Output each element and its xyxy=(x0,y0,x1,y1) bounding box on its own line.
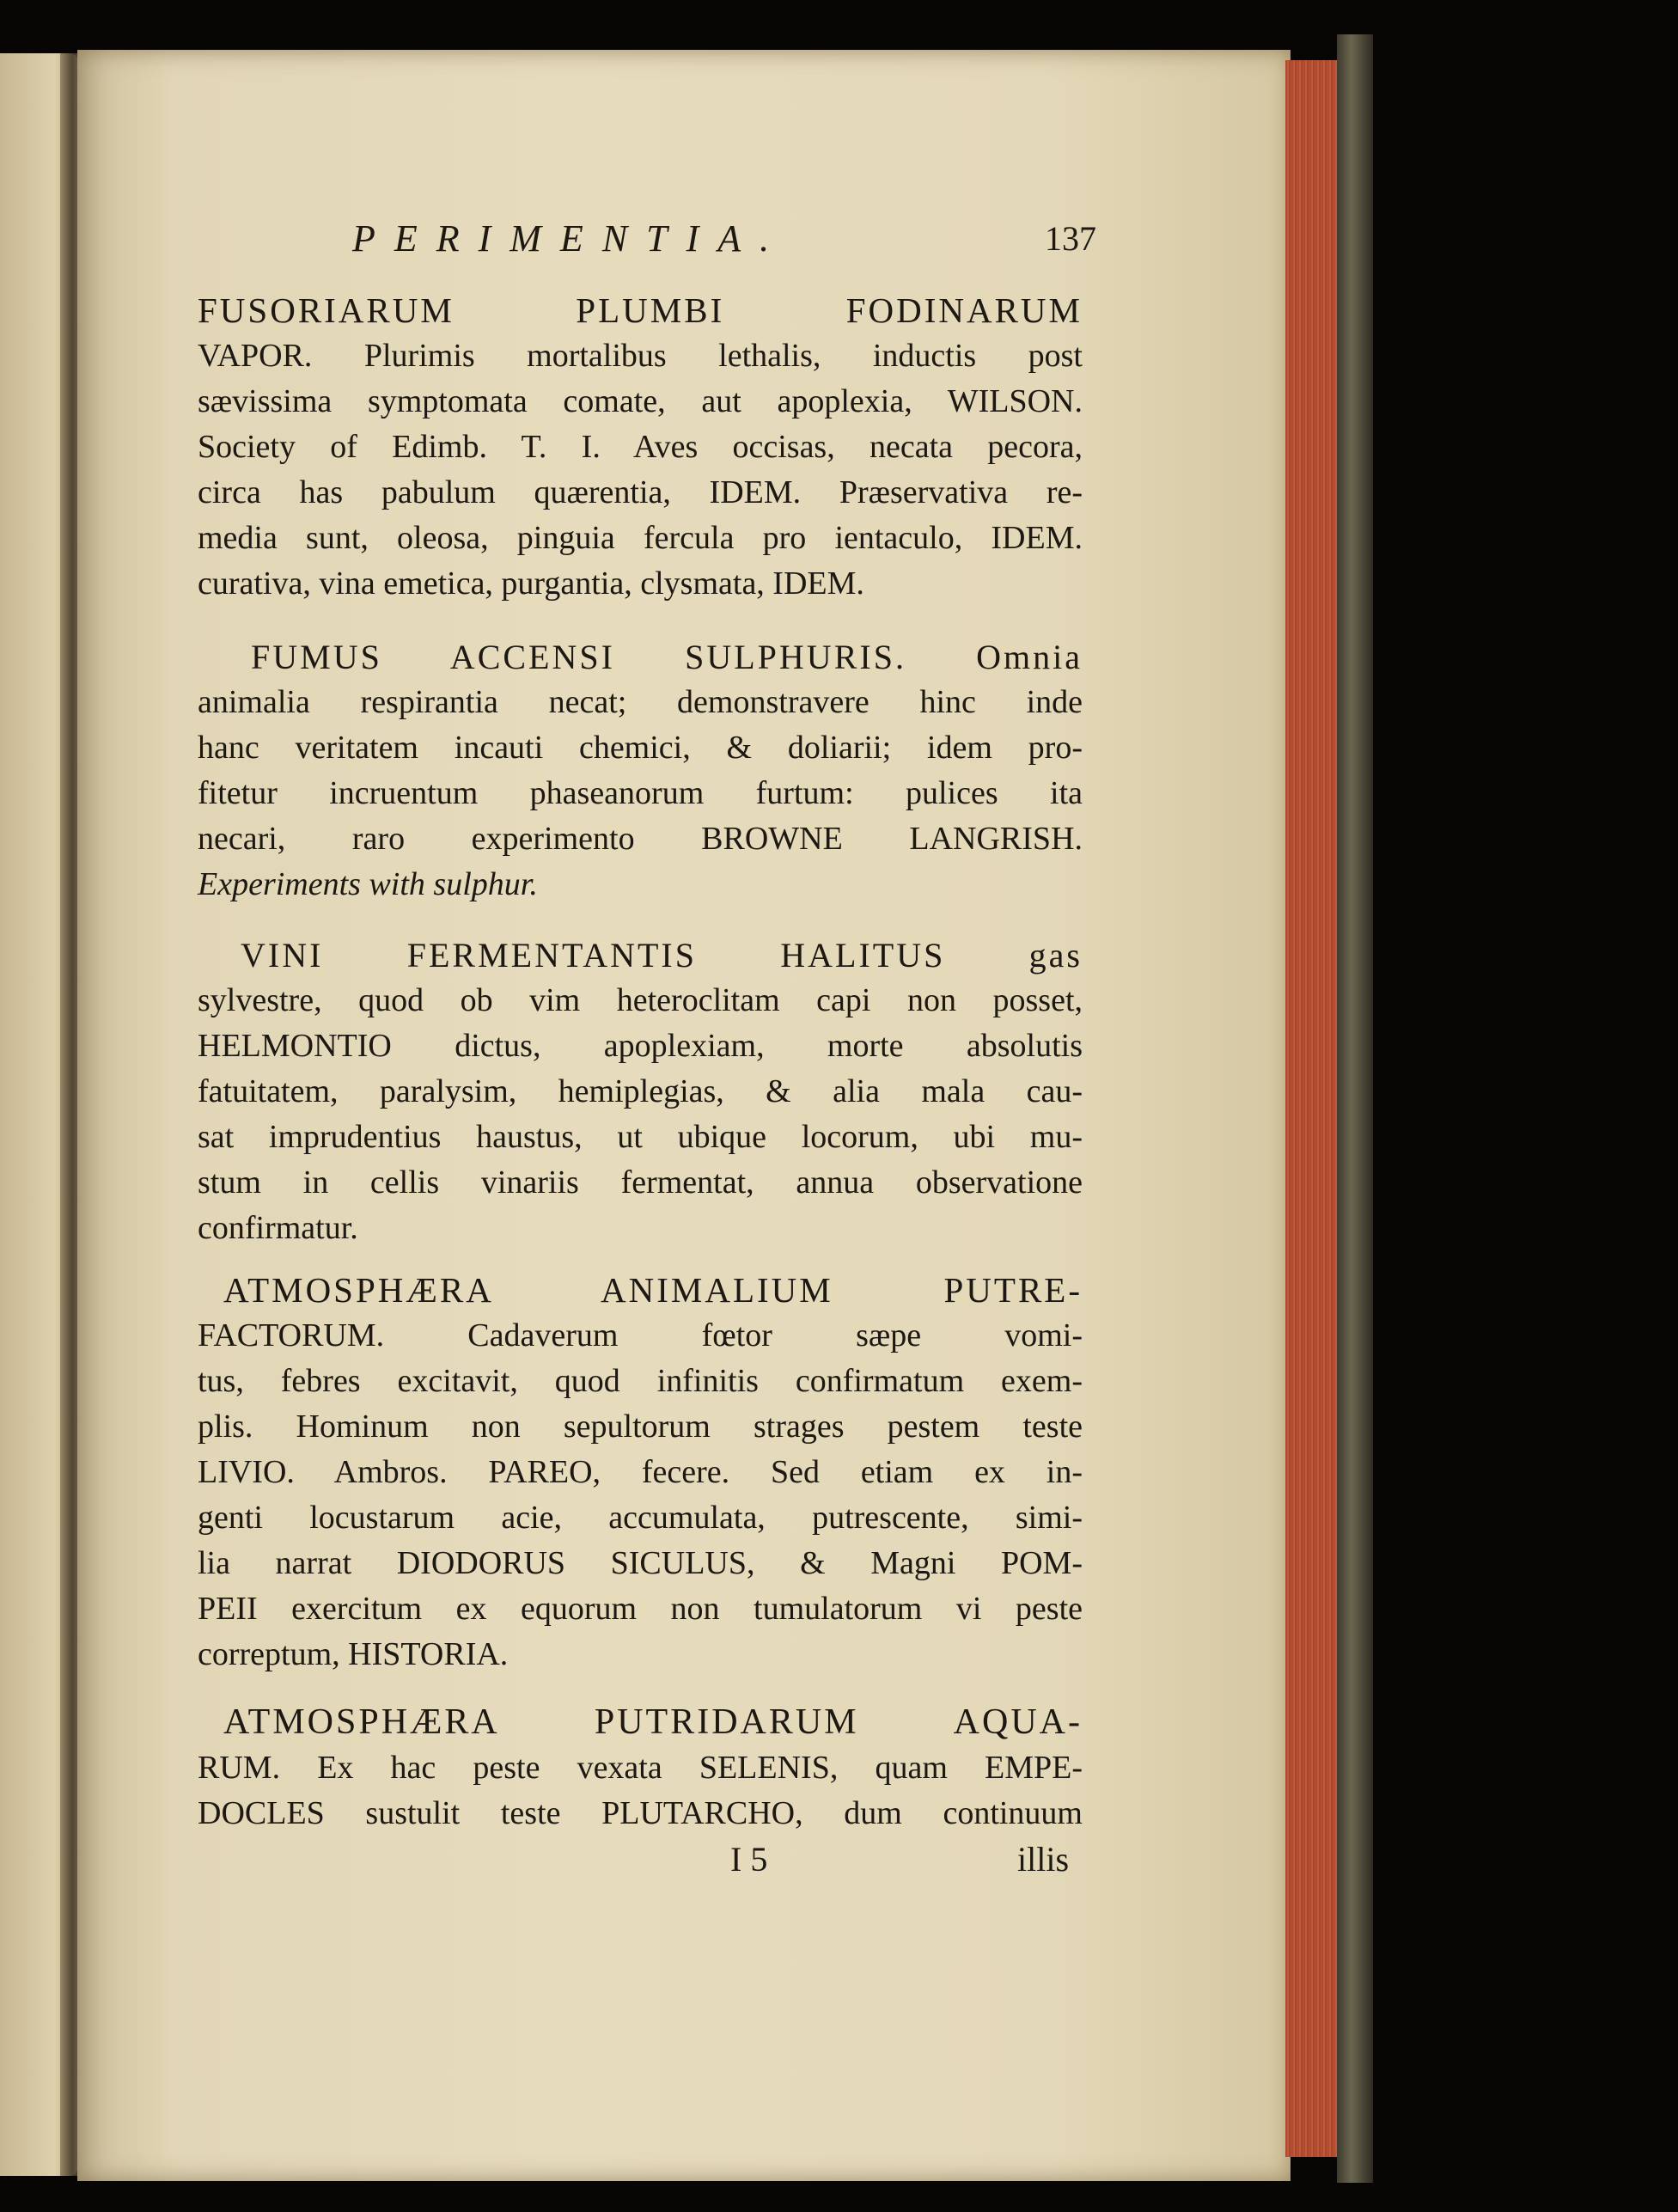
text-line: ATMOSPHÆRA ANIMALIUM PUTRE- xyxy=(223,1270,1083,1310)
text-line: ATMOSPHÆRA PUTRIDARUM AQUA- xyxy=(223,1702,1083,1742)
text-line: media sunt, oleosa, pinguia fercula pro ientaculo, IDEM. xyxy=(198,520,1083,556)
paragraph-5 xyxy=(198,1700,1083,1836)
text-line: confirmatur. xyxy=(198,1210,358,1246)
text-line: fatuitatem, paralysim, hemiplegias, & alia mala cau- xyxy=(198,1073,1083,1109)
text-line: hanc veritatem incauti chemici, & doliarii; idem pro- xyxy=(198,730,1083,766)
text-line: DOCLES sustulit teste PLUTARCHO, dum continuum xyxy=(198,1795,1083,1831)
text-line: FUSORIARUM PLUMBI FODINARUM xyxy=(198,290,1083,330)
text-line: necari, raro experimento BROWNE LANGRISH. xyxy=(198,821,1083,857)
text-line: FACTORUM. Cadaverum fœtor sæpe vomi- xyxy=(198,1317,1083,1353)
text-line: Society of Edimb. T. I. Aves occisas, necata pecora, xyxy=(198,429,1083,465)
text-line: curativa, vina emetica, purgantia, clysmata, IDEM. xyxy=(198,565,864,602)
text-line: FUMUS ACCENSI SULPHURIS. Omnia xyxy=(251,638,1083,676)
running-title: PERIMENTIA. xyxy=(352,217,789,260)
text-line: sævissima symptomata comate, aut apoplexia, WILSON. xyxy=(198,383,1083,419)
text-line: Experiments with sulphur. xyxy=(198,866,538,902)
text-line: tus, febres excitavit, quod infinitis confirmatum exem- xyxy=(198,1363,1083,1399)
paragraph-4 xyxy=(198,1268,1083,1677)
text-line: VAPOR. Plurimis mortalibus lethalis, inductis post xyxy=(198,338,1083,374)
text-line: genti locustarum acie, accumulata, putrescente, simi- xyxy=(198,1500,1083,1536)
running-head xyxy=(0,217,1678,268)
text-line: stum in cellis vinariis fermentat, annua observatione xyxy=(198,1164,1083,1201)
text-line: plis. Hominum non sepultorum strages pestem teste xyxy=(198,1408,1083,1445)
text-line: LIVIO. Ambros. PAREO, fecere. Sed etiam ex in- xyxy=(198,1454,1083,1490)
text-line: VINI FERMENTANTIS HALITUS gas xyxy=(241,936,1083,975)
paragraph-3 xyxy=(198,932,1083,1251)
paragraph-2 xyxy=(198,634,1083,907)
text-line: correptum, HISTORIA. xyxy=(198,1636,509,1672)
page-footer xyxy=(0,1839,1678,1891)
text-line: lia narrat DIODORUS SICULUS, & Magni POM- xyxy=(198,1545,1083,1581)
text-line: fitetur incruentum phaseanorum furtum: pulices ita xyxy=(198,775,1083,811)
text-line: HELMONTIO dictus, apoplexiam, morte absolutis xyxy=(198,1028,1083,1064)
text-line: animalia respirantia necat; demonstravere hinc inde xyxy=(198,684,1083,720)
paragraph-1 xyxy=(198,288,1083,607)
text-line: sat imprudentius haustus, ut ubique locorum, ubi mu- xyxy=(198,1119,1083,1155)
signature-mark: I 5 xyxy=(730,1840,768,1879)
text-line: sylvestre, quod ob vim heteroclitam capi non posset, xyxy=(198,982,1083,1018)
page-number: 137 xyxy=(1045,219,1096,258)
catchword: illis xyxy=(1017,1840,1070,1879)
text-line: circa has pabulum quærentia, IDEM. Præservativa re- xyxy=(198,474,1083,510)
text-line: RUM. Ex hac peste vexata SELENIS, quam EMPE- xyxy=(198,1750,1083,1786)
text-line: PEII exercitum ex equorum non tumulatorum vi peste xyxy=(198,1591,1083,1627)
